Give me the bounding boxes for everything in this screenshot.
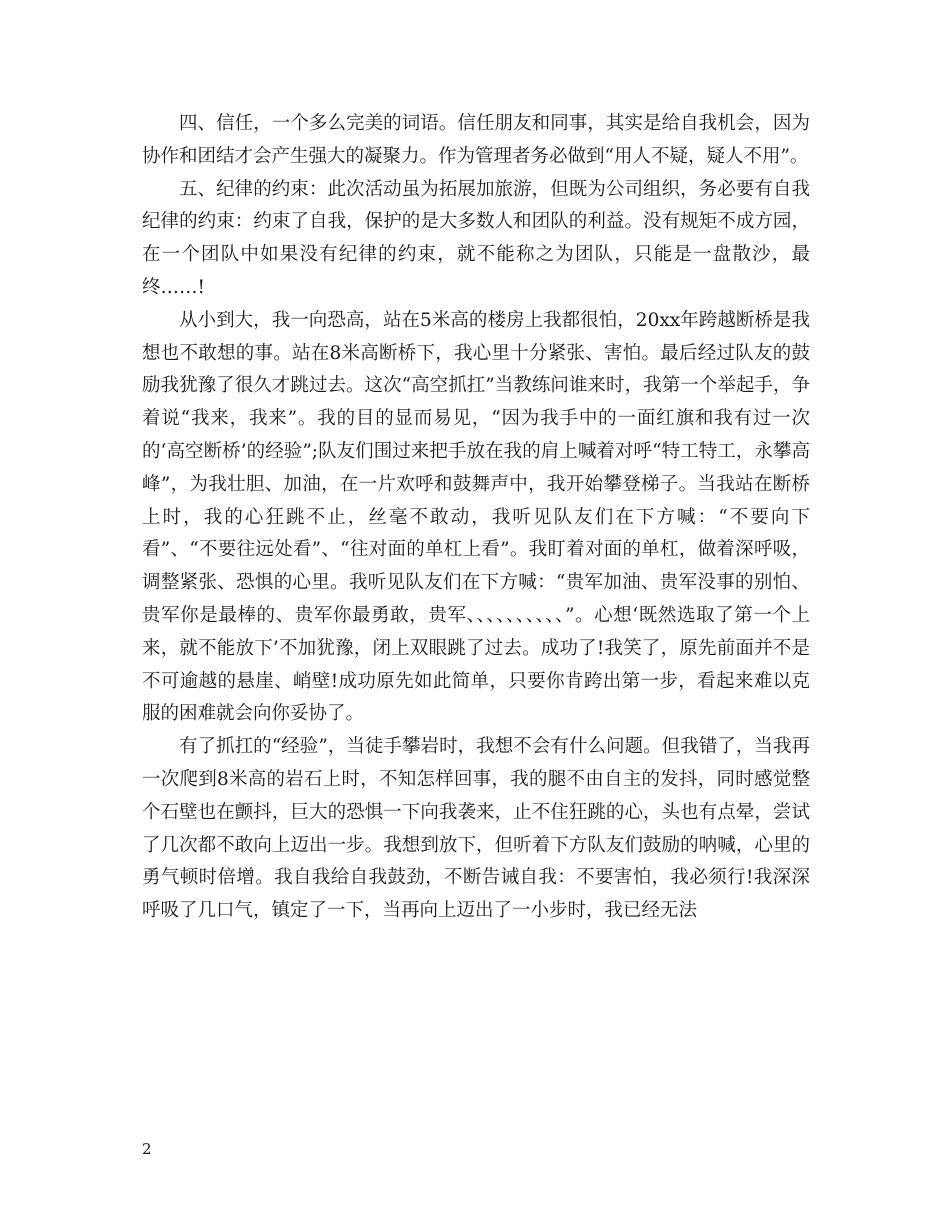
paragraph-discipline: 五、纪律的约束：此次活动虽为拓展加旅游，但既为公司组织，务必要有自我纪律的约束：约束了自我，保护的是大多数人和团队的利益。没有规矩不成方园，在一个团队中如果没有纪律的约束，就不能称之为团队，只能是一盘散沙，最终……! bbox=[142, 178, 810, 298]
paragraph-high-altitude-bar: 从小到大，我一向恐高，站在5米高的楼房上我都很怕，20xx年跨越断桥是我想也不敢想的事。站在8米高断桥下，我心里十分紧张、害怕。最后经过队友的鼓励我犹豫了很久才跳过去。这次“高空抓扛”当教练问谁来时，我第一个举起手，争着说“我来，我来”。我的目的显而易见，“因为我手中的一面红旗和我有过一次的‘高空断桥’的经验”;队友们围过来把手放在我的肩上喊着对呼“特工特工，永攀高峰”，为我壮胆、加油，在一片欢呼和鼓舞声中，我开始攀登梯子。当我站在断桥上时，我的心狂跳不止，丝毫不敢动，我听见队友们在下方喊：“不要向下看”、“不要往远处看”、“往对面的单杠上看”。我盯着对面的单杠，做着深呼吸，调整紧张、恐惧的心里。我听见队友们在下方喊：“贵军加油、贵军没事的别怕、贵军你是最棒的、贵军你最勇敢，贵军、、、、、、、、、、”。心想‘既然选取了第一个上来，就不能放下’不加犹豫，闭上双眼跳了过去。成功了!我笑了，原先前面并不是不可逾越的悬崖、峭壁!成功原先如此简单，只要你肯跨出第一步，看起来难以克服的困难就会向你妥协了。 bbox=[142, 309, 810, 725]
paragraph-rock-climbing: 有了抓扛的“经验”，当徒手攀岩时，我想不会有什么问题。但我错了，当我再一次爬到8米高的岩石上时，不知怎样回事，我的腿不由自主的发抖，同时感觉整个石壁也在颤抖，巨大的恐惧一下向我袭来，止不住狂跳的心，头也有点晕，尝试了几次都不敢向上迈出一步。我想到放下，但听着下方队友们鼓励的呐喊，心里的勇气顿时倍增。我自我给自我鼓劲，不断告诫自我：不要害怕，我必须行!我深深呼吸了几口气，镇定了一下，当再向上迈出了一小步时，我已经无法 bbox=[142, 736, 810, 922]
paragraph-trust: 四、信任，一个多么完美的词语。信任朋友和同事，其实是给自我机会，因为协作和团结才会产生强大的凝聚力。作为管理者务必做到“用人不疑，疑人不用”。 bbox=[142, 113, 810, 167]
page-number: 2 bbox=[142, 1140, 152, 1158]
document-body bbox=[142, 108, 810, 928]
